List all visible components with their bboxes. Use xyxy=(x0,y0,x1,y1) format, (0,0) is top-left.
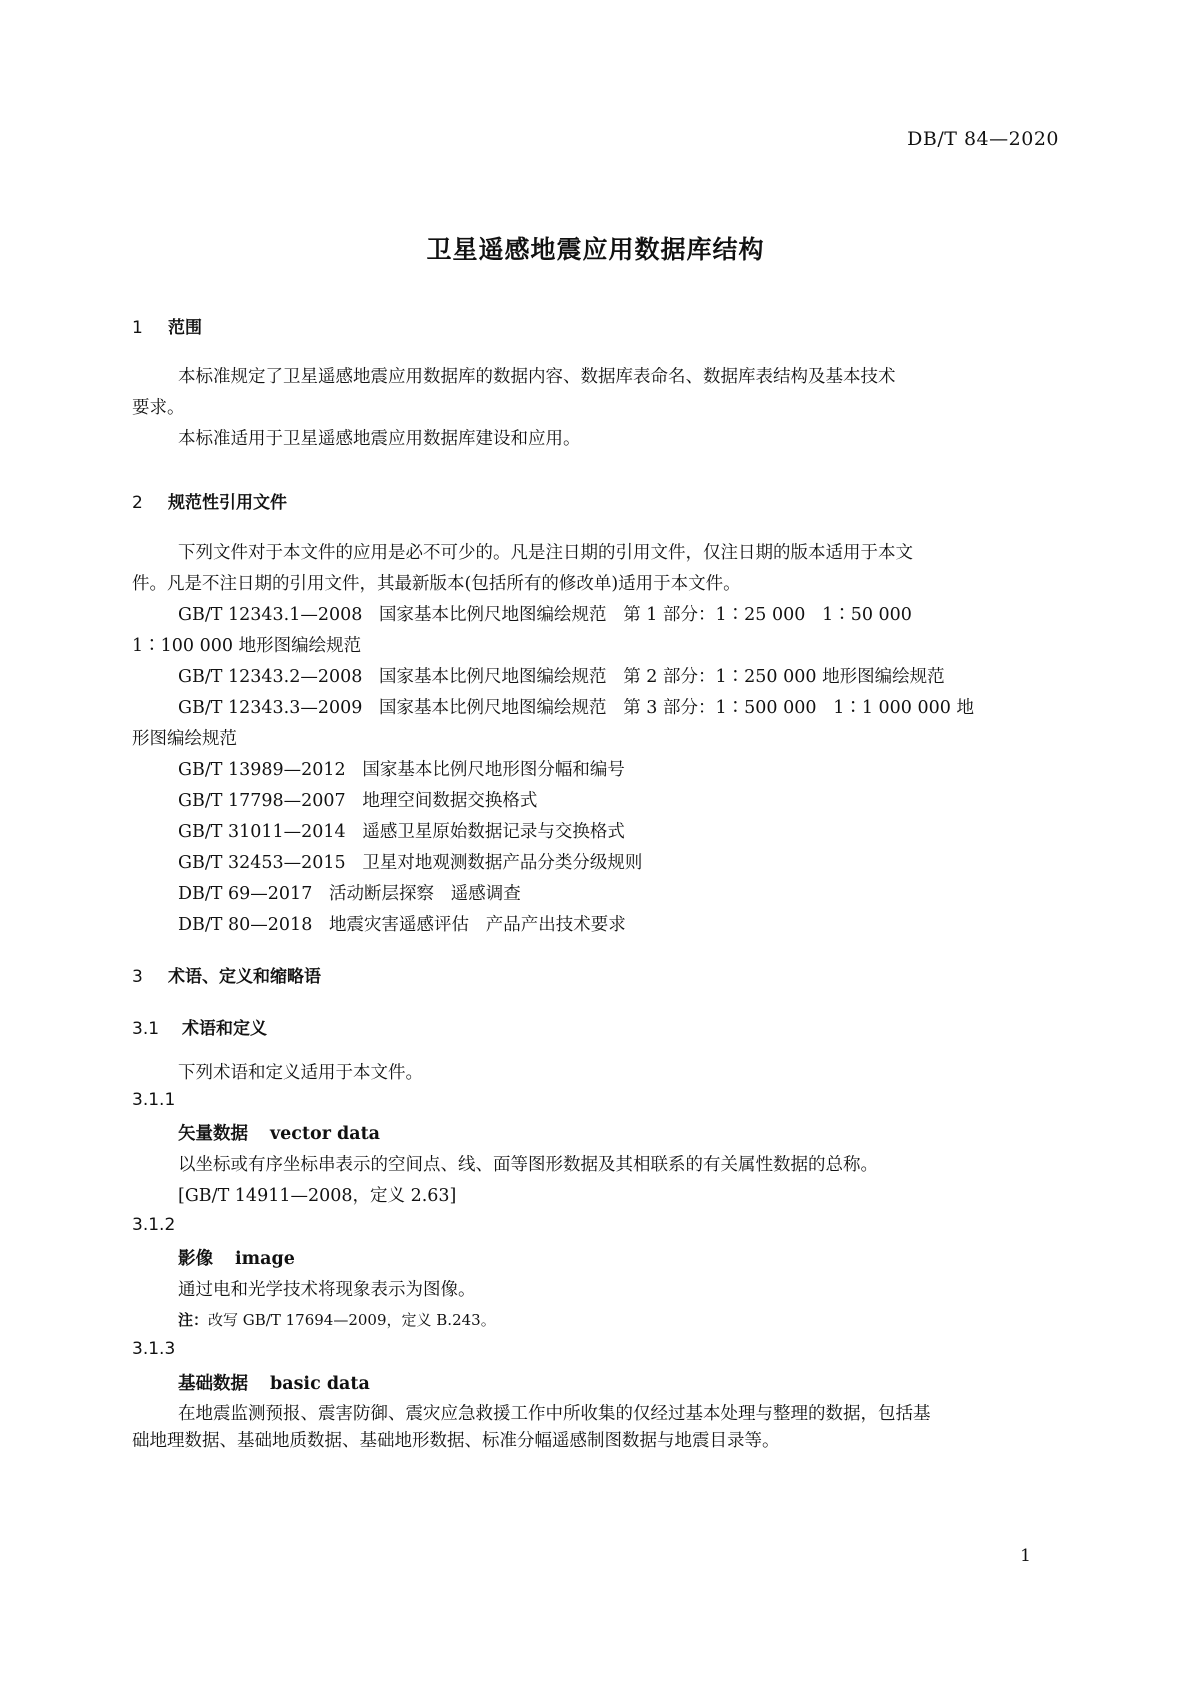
paragraph-line: 下列文件对于本文件的应用是必不可少的。凡是注日期的引用文件，仅注日期的版本适用于本文 xyxy=(178,543,913,563)
term-note xyxy=(178,1309,496,1330)
reference-item-continued: 1∶100 000 地形图编绘规范 xyxy=(132,636,362,656)
term-chinese: 影像 xyxy=(178,1249,213,1269)
paragraph-line: 本标准规定了卫星遥感地震应用数据库的数据内容、数据库表命名、数据库表结构及基本技术 xyxy=(178,367,896,387)
clause-number: 3.1.2 xyxy=(132,1215,176,1235)
reference-item: GB/T 17798—2007 地理空间数据交换格式 xyxy=(178,791,538,811)
subsection-intro: 下列术语和定义适用于本文件。 xyxy=(178,1063,423,1083)
page-number: 1 xyxy=(1020,1546,1031,1566)
note-text: 改写 GB/T 17694—2009，定义 B.243。 xyxy=(208,1311,496,1329)
clause-number: 3.1.1 xyxy=(132,1090,176,1110)
paragraph xyxy=(132,362,1064,393)
reference-item-continued: 形图编绘规范 xyxy=(132,729,237,749)
reference-item: DB/T 69—2017 活动断层探察 遥感调查 xyxy=(178,884,521,904)
section-2-heading xyxy=(132,488,287,513)
note-label: 注： xyxy=(178,1311,209,1329)
term-entry xyxy=(178,1245,295,1270)
section-number: 1 xyxy=(132,318,143,338)
term-source: [GB/T 14911—2008，定义 2.63] xyxy=(178,1186,457,1206)
term-entry xyxy=(178,1370,370,1395)
section-number: 2 xyxy=(132,493,143,513)
term-chinese: 矢量数据 xyxy=(178,1124,248,1144)
paragraph-line: 本标准适用于卫星遥感地震应用数据库建设和应用。 xyxy=(178,429,581,449)
term-definition: 以坐标或有序坐标串表示的空间点、线、面等图形数据及其相联系的有关属性数据的总称。 xyxy=(178,1155,878,1175)
term-entry xyxy=(178,1120,380,1145)
reference-item: GB/T 12343.3—2009 国家基本比例尺地图编绘规范 第 3 部分：1∶500 000 1∶1 000 000 地 xyxy=(178,698,974,718)
paragraph xyxy=(132,424,1064,455)
paragraph xyxy=(132,538,1064,569)
document-title: 卫星遥感地震应用数据库结构 xyxy=(426,235,765,264)
section-title: 范围 xyxy=(168,318,202,338)
term-definition-continued: 础地理数据、基础地质数据、基础地形数据、标准分幅遥感制图数据与地震目录等。 xyxy=(132,1431,780,1451)
reference-item: GB/T 12343.1—2008 国家基本比例尺地图编绘规范 第 1 部分：1∶25 000 1∶50 000 xyxy=(178,605,912,625)
term-english: image xyxy=(235,1249,295,1269)
section-3-heading xyxy=(132,962,321,987)
subsection-title: 术语和定义 xyxy=(182,1019,267,1039)
reference-item: GB/T 12343.2—2008 国家基本比例尺地图编绘规范 第 2 部分：1∶250 000 地形图编绘规范 xyxy=(178,667,945,687)
clause-number: 3.1.3 xyxy=(132,1339,176,1359)
section-1-heading xyxy=(132,313,202,338)
term-english: vector data xyxy=(270,1124,381,1144)
reference-item: GB/T 32453—2015 卫星对地观测数据产品分类分级规则 xyxy=(178,853,643,873)
term-english: basic data xyxy=(270,1374,370,1394)
term-definition: 在地震监测预报、震害防御、震灾应急救援工作中所收集的仅经过基本处理与整理的数据，包括基 xyxy=(178,1404,931,1424)
reference-item: DB/T 80—2018 地震灾害遥感评估 产品产出技术要求 xyxy=(178,915,626,935)
term-definition: 通过电和光学技术将现象表示为图像。 xyxy=(178,1280,476,1300)
section-title: 规范性引用文件 xyxy=(168,493,287,513)
reference-item: GB/T 13989—2012 国家基本比例尺地形图分幅和编号 xyxy=(178,760,625,780)
paragraph-line: 要求。 xyxy=(132,398,185,418)
section-number: 3 xyxy=(132,967,143,987)
document-code: DB/T 84—2020 xyxy=(907,128,1059,150)
subsection-number: 3.1 xyxy=(132,1019,160,1039)
subsection-3-1-heading xyxy=(132,1014,267,1039)
section-title: 术语、定义和缩略语 xyxy=(168,967,321,987)
paragraph-line: 件。凡是不注日期的引用文件，其最新版本(包括所有的修改单)适用于本文件。 xyxy=(132,574,741,594)
term-chinese: 基础数据 xyxy=(178,1374,248,1394)
reference-item: GB/T 31011—2014 遥感卫星原始数据记录与交换格式 xyxy=(178,822,625,842)
